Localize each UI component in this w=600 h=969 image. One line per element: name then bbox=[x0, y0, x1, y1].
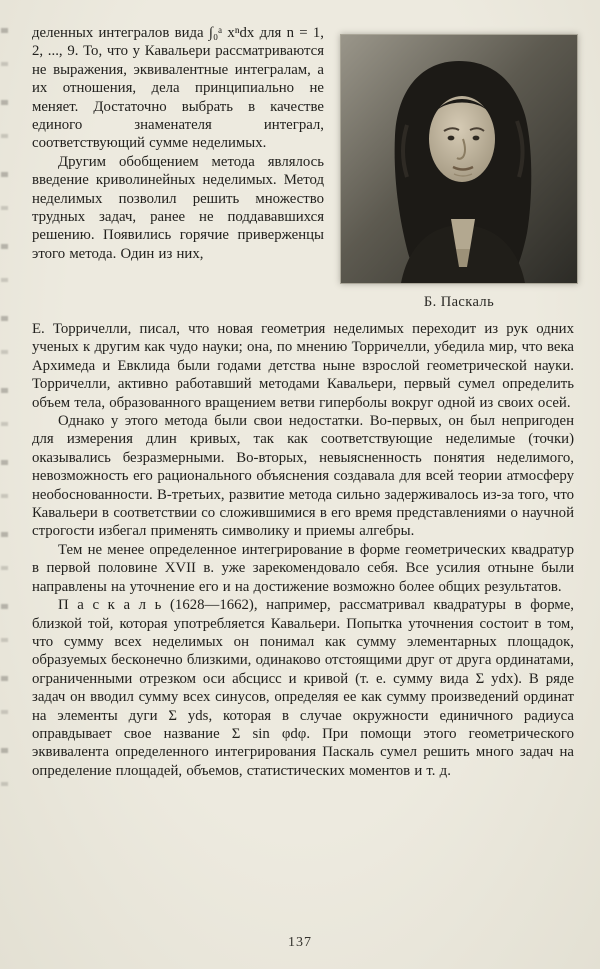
scan-edge-artifacts bbox=[1, 28, 8, 788]
paragraph-torricelli: Е. Торричелли, писал, что новая геометрия неделимых переходит из рук одних ученых к другим как чудо науки; она, по мнению Торричелли, убедила мир, что века Архимеда и Евклида были годами детства ныне взрослой геометрической науки. Торричелли, активно работавший методами Кавальери, первый сумел определить объем тела, образованного вращением ветви гиперболы вокруг одной из своих осей. bbox=[32, 321, 574, 411]
pascal-portrait-image bbox=[340, 34, 578, 284]
page-number: 137 bbox=[288, 935, 312, 950]
main-text-block bbox=[32, 320, 574, 780]
paragraph-pascal: П а с к а л ь (1628—1662), например, рассматривал квадратуры в форме, близкой той, которая употребляется Кавальери. Попытка уточнения состоит в том, что сумму всех неделимых он понимал как сумму элементарных площадок, образуемых бесконечно близкими, одинаково отстоящими друг от друга ординатами, ограниченными отрезком оси абсцисс и кривой (т. е. сумму вида Σ ydx). В ряде задач он вводил сумму всех синусов, определяя ее как сумму произведений ординат на элементы дуги Σ yds, которая в случае окружности единичного радиуса оправдывает свое название Σ sin φdφ. При помощи этого геометрического эквивалента определенного интегрирования Паскаль сумел решить много задач на определение площадей, объемов, статистических моментов и т. д. bbox=[32, 597, 574, 779]
portrait-caption: Б. Паскаль bbox=[423, 294, 495, 310]
paragraph-quadratures: Тем не менее определенное интегрирование в форме геометрических квадратур в первой половине XVII в. уже зарекомендовало себя. Все усилия отныне были направлены на уточнение его и на достижение возможно более общих результатов. bbox=[32, 541, 574, 595]
paragraph-indivisibles: Другим обобщением метода являлось введение криволинейных неделимых. Метод неделимых позволил решить множество трудных задач, ранее не поддававшихся решению. Появились горячие приверженцы этого метода. Один из них, bbox=[32, 153, 324, 262]
portrait-figure bbox=[340, 24, 578, 311]
top-section bbox=[32, 24, 574, 311]
paragraph-integrals: деленных интегралов вида ∫₀ᵃ xⁿdx для n = 1, 2, ..., 9. То, что у Кавальери рассматриваются не выражения, эквивалентные интегралам, а их отношения, дела принципиально не меняет. Достаточно выбрать в качестве единого знаменателя интеграл, соответствующий сумме неделимых. bbox=[32, 25, 324, 152]
paragraph-shortcomings: Однако у этого метода были свои недостатки. Во-первых, он был непригоден для измерения длин кривых, так как соответствующие неделимые (точки) оказывались безразмерными. Во-вторых, невыясненность понятия неделимого, невозможность его рационального объяснения создавала для всей теории атмосферу необоснованности. В-третьих, развитие метода сильно задерживалось из-за того, что Кавальери в соответствии со сложившимися в его время представлениями о научной строгости избегал применять символику и приемы алгебры. bbox=[32, 413, 574, 540]
pascal-portrait-drawing bbox=[341, 35, 577, 283]
left-text-column bbox=[32, 24, 324, 263]
